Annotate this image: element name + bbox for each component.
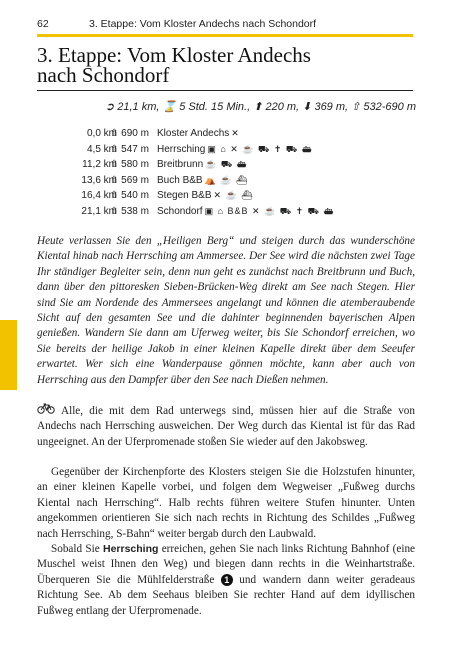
chapter-tab [0,320,17,390]
stop-row [37,190,417,206]
stage-title-line2: nach Schondorf [37,63,170,87]
stop-name-cell [157,190,254,201]
stop-name-cell [157,175,248,186]
stop-altitude: ⇧ 569 m [110,174,149,186]
stop-km: 11,2 km [82,159,117,171]
title-rule [37,90,413,91]
stop-name-cell [157,144,313,156]
stop-name-cell [157,159,248,171]
facility-icons: ✕ ☕ ⛴ [213,190,254,201]
facility-icons: ▣ ⌂ B&B ✕ ☕ ⛟ ✝ ⛟ ⛴ [204,205,335,216]
stop-name: Schondorf [157,205,203,217]
stop-name-cell [157,206,335,218]
stop-altitude: ⇧ 580 m [110,159,149,171]
stops-table [37,128,417,222]
facility-icons: ☕ ⛟ ⛴ [205,159,248,170]
stop-altitude: ⇧ 538 m [110,205,149,217]
route-description [37,465,415,619]
bike-paragraph [37,403,415,450]
stop-name: Stegen B&B [157,190,212,202]
route-paragraph-1: Gegenüber der Kirchenpforte des Klosters steigen Sie die Holzstufen hinunter, an einer kleinen Kapelle vorbei, und folgen dem Wegweiser „Fußweg durchs Kiental nach Herrsching“. Halb rechts führen weitere Stufen hinunter. Unten angekommen orientieren Sie sich nach rechts in Richtung des Schildes „Fußweg nach Herrsching, S-Bahn“ weiter bergab durch den Laubwald. [37,466,415,540]
stop-row [37,175,417,191]
location-name: Herrsching [102,543,159,556]
stop-km: 4,5 km [86,143,117,155]
stop-altitude: ⇧ 540 m [110,190,149,202]
stop-altitude: ⇧ 690 m [110,128,149,139]
stop-km: 0,0 km [86,128,117,139]
facility-icons: ▣ ⌂ ✕ ☕ ⛟ ✝ ⛟ ⛴ [207,143,313,154]
stop-altitude: ⇧ 547 m [110,143,149,155]
page-number: 62 [37,18,49,30]
header-rule [37,34,413,37]
route-paragraph-2: Sobald Sie Herrsching erreichen, gehen Sie nach links Richtung Bahnhof (eine Muschel weist Ihnen den Weg) und biegen dann rechts in die Weinhartstraße. Überqueren Sie die Mühlfelderstraße 1 und wandern dann weiter geradeaus Richtung See. Ab dem Seehaus bleiben Sie rechter Hand auf dem idyllischen Fußweg entlang der Uferpromenade. [37,543,416,617]
bicycle-icon [37,403,61,419]
stage-title-line1: 3. Etappe: Vom Kloster Andechs [37,43,311,67]
intro-paragraph: Heute verlassen Sie den „Heiligen Berg“ und steigen durch das wunderschöne Kiental hinab nach Herrsching am Ammersee. Der See wird die nächsten zwei Tage Ihr ständiger Begleiter sein, denn nun geht es zunächst nach Breitbrunn und Buch, dann über den pittoresken Sieben-Brücken-Weg direkt am See nach Stegen. Hier sind Sie am Nordende des Ammersees angelangt und können die atemberaubende Sicht auf den gesamten See und die dahinter beginnenden bayerischen Alpen genießen. Wandern Sie dann am Uferweg weiter, bis Sie Schondorf erreichen, wo Sie bereits der heilige Jakob in einer kleinen Kapelle direkt über dem Seeufer erwartet. Wer sich eine Wanderpause gönnen möchte, kann aber auch von Herrsching aus den Dampfer über den See nach Dießen nehmen. [37,235,415,386]
stop-name: Kloster Andechs [157,128,230,139]
facility-icons: ✕ [231,128,240,138]
stop-row [37,128,417,144]
stage-title [37,45,417,85]
stop-name-cell [157,128,240,139]
stop-name: Breitbrunn [157,159,204,171]
stop-row [37,206,417,222]
facility-icons: ⛺ ☕ ⛴ [204,174,249,185]
stop-km: 13,6 km [81,174,117,186]
stop-row [37,159,417,175]
waypoint-marker: 1 [221,574,233,586]
bike-paragraph-text: Alle, die mit dem Rad unterwegs sind, müssen hier auf die Straße von Andechs nach Herrsching ausweichen. Der Weg durch das Kiental ist für das Rad ungeeignet. An der Uferpromenade stoßen Sie wieder auf den Jakobsweg. [37,405,415,448]
stop-km: 21,1 km [81,205,117,217]
stop-row [37,144,417,160]
stop-name: Buch B&B [157,174,203,186]
stop-name: Herrsching [157,143,206,155]
stage-summary: ➲ 21,1 km, ⌛ 5 Std. 15 Min., ⬆ 220 m, ⬇ 369 m, ⇧ 532-690 m [104,101,416,113]
running-header-title: 3. Etappe: Vom Kloster Andechs nach Schondorf [89,18,317,30]
stop-km: 16,4 km [81,190,117,202]
